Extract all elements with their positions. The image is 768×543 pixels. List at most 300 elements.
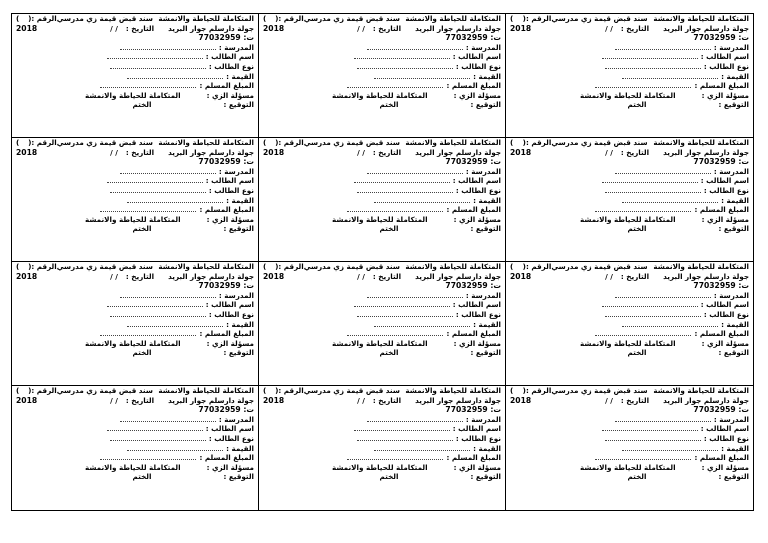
- school-field: [12, 291, 258, 301]
- amount-field: [506, 81, 753, 91]
- signature-label: التوقيع :: [470, 348, 501, 358]
- branch-date-line: [506, 148, 753, 158]
- branch-address: جولة دارسلم جوار البريد: [415, 23, 501, 33]
- amount-field: [506, 453, 753, 463]
- student-field: [12, 176, 258, 186]
- phone-number: ت: 77032959: [445, 33, 501, 43]
- phone-line: [506, 405, 753, 415]
- signature-line: [12, 348, 258, 358]
- student-blank: [602, 300, 698, 307]
- type-label: نوع الطالب :: [455, 433, 501, 443]
- signature-line: [506, 224, 753, 234]
- signature-label: التوقيع :: [718, 472, 749, 482]
- school-blank: [120, 43, 216, 50]
- responsible-line: [259, 339, 505, 349]
- value-field: [506, 320, 753, 330]
- branch-date-line: [12, 396, 258, 406]
- receipt-number-close: ): [263, 138, 267, 147]
- school-label: المدرسة :: [713, 42, 749, 52]
- date-label: التاريخ :: [125, 147, 155, 157]
- responsible-label: مسؤلة الزي :: [206, 338, 254, 348]
- value-label: القيمة :: [473, 443, 501, 453]
- date-year: 2018: [16, 147, 38, 157]
- amount-label: المبلغ المسلم :: [694, 453, 749, 463]
- type-label: نوع الطالب :: [703, 309, 749, 319]
- phone-line: [506, 33, 753, 43]
- responsible-org: المتكاملة للحياطة والانمشة: [331, 90, 428, 100]
- type-label: نوع الطالب :: [455, 61, 501, 71]
- value-blank: [127, 72, 223, 79]
- branch-address: جولة دارسلم جوار البريد: [663, 23, 749, 33]
- type-field: [506, 434, 753, 444]
- date-year: 2018: [16, 23, 38, 33]
- type-blank: [605, 310, 701, 317]
- school-blank: [615, 415, 711, 422]
- student-field: [259, 300, 505, 310]
- value-blank: [622, 72, 718, 79]
- amount-label: المبلغ المسلم :: [199, 453, 254, 463]
- date-blank: / /: [605, 147, 613, 157]
- responsible-line: [259, 91, 505, 101]
- stamp-label: الختم: [379, 224, 399, 234]
- responsible-label: مسؤلة الزي :: [453, 214, 501, 224]
- student-label: اسم الطالب :: [205, 176, 254, 186]
- value-blank: [127, 444, 223, 451]
- value-blank: [622, 320, 718, 327]
- receipt-number-close: ): [510, 14, 514, 23]
- receipt-card: [506, 262, 753, 386]
- phone-number: ت: 77032959: [198, 405, 254, 415]
- receipt-card: [506, 14, 753, 138]
- value-label: القيمة :: [721, 443, 749, 453]
- branch-date-line: [506, 272, 753, 282]
- value-field: [506, 72, 753, 82]
- signature-line: [259, 224, 505, 234]
- date-label: التاريخ :: [620, 23, 650, 33]
- responsible-label: مسؤلة الزي :: [453, 338, 501, 348]
- amount-blank: [100, 205, 196, 212]
- type-field: [506, 310, 753, 320]
- amount-label: المبلغ المسلم :: [694, 205, 749, 215]
- date-label: التاريخ :: [125, 271, 155, 281]
- type-blank: [605, 62, 701, 69]
- header-line: [506, 14, 753, 24]
- date-year: 2018: [510, 395, 532, 405]
- date-blank: / /: [605, 23, 613, 33]
- student-blank: [354, 424, 450, 431]
- stamp-label: الختم: [132, 100, 152, 110]
- amount-label: المبلغ المسلم :: [199, 205, 254, 215]
- amount-field: [12, 329, 258, 339]
- header-line: [259, 262, 505, 272]
- school-field: [12, 43, 258, 53]
- stamp-label: الختم: [627, 348, 647, 358]
- stamp-label: الختم: [132, 348, 152, 358]
- student-label: اسم الطالب :: [700, 176, 749, 186]
- responsible-label: مسؤلة الزي :: [701, 338, 749, 348]
- student-label: اسم الطالب :: [452, 176, 501, 186]
- signature-line: [12, 224, 258, 234]
- responsible-line: [259, 215, 505, 225]
- header-line: [506, 262, 753, 272]
- amount-label: المبلغ المسلم :: [199, 81, 254, 91]
- type-blank: [357, 434, 453, 441]
- school-label: المدرسة :: [465, 166, 501, 176]
- value-field: [506, 444, 753, 454]
- stamp-label: الختم: [627, 472, 647, 482]
- org-name: المتكاملة للحياطة والانمشة: [405, 386, 501, 395]
- type-blank: [605, 186, 701, 193]
- amount-field: [12, 205, 258, 215]
- school-field: [259, 415, 505, 425]
- signature-line: [506, 348, 753, 358]
- phone-number: ت: 77032959: [445, 157, 501, 167]
- school-label: المدرسة :: [218, 414, 254, 424]
- org-name: المتكاملة للحياطة والانمشة: [405, 138, 501, 147]
- type-blank: [110, 186, 206, 193]
- receipt-number-label: الرقم :(: [275, 138, 304, 147]
- school-blank: [615, 167, 711, 174]
- value-field: [12, 444, 258, 454]
- phone-line: [259, 405, 505, 415]
- phone-line: [12, 157, 258, 167]
- student-field: [259, 424, 505, 434]
- signature-label: التوقيع :: [470, 100, 501, 110]
- signature-label: التوقيع :: [223, 348, 254, 358]
- student-label: اسم الطالب :: [205, 424, 254, 434]
- document-title: سند قبض قيمة زي مدرسي: [56, 262, 153, 271]
- amount-label: المبلغ المسلم :: [694, 81, 749, 91]
- phone-line: [259, 281, 505, 291]
- school-field: [506, 43, 753, 53]
- org-name: المتكاملة للحياطة والانمشة: [158, 138, 254, 147]
- school-label: المدرسة :: [713, 414, 749, 424]
- responsible-label: مسؤلة الزي :: [701, 90, 749, 100]
- value-field: [259, 320, 505, 330]
- school-blank: [120, 167, 216, 174]
- value-blank: [374, 72, 470, 79]
- amount-blank: [100, 453, 196, 460]
- date-label: التاريخ :: [372, 147, 402, 157]
- receipt-card: [12, 138, 259, 262]
- student-label: اسم الطالب :: [700, 424, 749, 434]
- student-field: [259, 52, 505, 62]
- date-label: التاريخ :: [620, 271, 650, 281]
- type-label: نوع الطالب :: [703, 185, 749, 195]
- type-label: نوع الطالب :: [208, 433, 254, 443]
- stamp-label: الختم: [379, 348, 399, 358]
- school-field: [259, 167, 505, 177]
- phone-line: [12, 33, 258, 43]
- amount-label: المبلغ المسلم :: [446, 81, 501, 91]
- school-label: المدرسة :: [218, 290, 254, 300]
- responsible-label: مسؤلة الزي :: [206, 462, 254, 472]
- student-blank: [354, 300, 450, 307]
- phone-line: [12, 281, 258, 291]
- type-label: نوع الطالب :: [208, 185, 254, 195]
- receipt-card: [506, 386, 753, 510]
- value-field: [259, 196, 505, 206]
- student-blank: [602, 424, 698, 431]
- date-blank: / /: [605, 395, 613, 405]
- responsible-line: [506, 463, 753, 473]
- type-label: نوع الطالب :: [455, 309, 501, 319]
- value-label: القيمة :: [226, 443, 254, 453]
- branch-address: جولة دارسلم جوار البريد: [168, 395, 254, 405]
- school-blank: [615, 291, 711, 298]
- signature-line: [506, 472, 753, 482]
- receipt-number-close: ): [16, 262, 20, 271]
- amount-blank: [347, 453, 443, 460]
- date-label: التاريخ :: [372, 395, 402, 405]
- document-title: سند قبض قيمة زي مدرسي: [303, 14, 400, 23]
- responsible-label: مسؤلة الزي :: [206, 90, 254, 100]
- date-blank: / /: [110, 395, 118, 405]
- amount-field: [259, 81, 505, 91]
- amount-label: المبلغ المسلم :: [446, 205, 501, 215]
- org-name: المتكاملة للحياطة والانمشة: [158, 386, 254, 395]
- phone-number: ت: 77032959: [445, 405, 501, 415]
- signature-line: [259, 348, 505, 358]
- signature-label: التوقيع :: [223, 100, 254, 110]
- amount-blank: [595, 205, 691, 212]
- value-label: القيمة :: [721, 319, 749, 329]
- amount-label: المبلغ المسلم :: [694, 329, 749, 339]
- school-blank: [615, 43, 711, 50]
- amount-blank: [100, 329, 196, 336]
- phone-line: [506, 157, 753, 167]
- responsible-org: المتكاملة للحياطة والانمشة: [331, 214, 428, 224]
- signature-line: [12, 472, 258, 482]
- value-field: [259, 444, 505, 454]
- branch-address: جولة دارسلم جوار البريد: [168, 23, 254, 33]
- date-blank: / /: [357, 23, 365, 33]
- responsible-line: [259, 463, 505, 473]
- date-blank: / /: [605, 271, 613, 281]
- responsible-label: مسؤلة الزي :: [206, 214, 254, 224]
- signature-label: التوقيع :: [470, 472, 501, 482]
- responsible-line: [12, 463, 258, 473]
- student-label: اسم الطالب :: [205, 52, 254, 62]
- school-blank: [367, 415, 463, 422]
- receipt-number-label: الرقم :(: [522, 386, 552, 395]
- type-field: [12, 62, 258, 72]
- receipt-number-close: ): [263, 262, 267, 271]
- school-label: المدرسة :: [465, 290, 501, 300]
- receipt-number-close: ): [263, 14, 267, 23]
- receipt-card: [12, 262, 259, 386]
- org-name: المتكاملة للحياطة والانمشة: [158, 262, 254, 271]
- responsible-label: مسؤلة الزي :: [701, 214, 749, 224]
- signature-line: [259, 100, 505, 110]
- receipt-number-label: الرقم :(: [28, 138, 57, 147]
- school-field: [506, 415, 753, 425]
- date-year: 2018: [263, 395, 285, 405]
- student-blank: [107, 176, 203, 183]
- student-field: [506, 424, 753, 434]
- responsible-label: مسؤلة الزي :: [453, 90, 501, 100]
- student-label: اسم الطالب :: [205, 300, 254, 310]
- receipt-number-close: ): [16, 138, 20, 147]
- student-label: اسم الطالب :: [700, 52, 749, 62]
- student-blank: [107, 424, 203, 431]
- date-label: التاريخ :: [372, 271, 402, 281]
- responsible-org: المتكاملة للحياطة والانمشة: [579, 90, 676, 100]
- value-blank: [622, 196, 718, 203]
- receipt-card: [259, 262, 506, 386]
- student-field: [506, 300, 753, 310]
- signature-label: التوقيع :: [470, 224, 501, 234]
- value-field: [12, 320, 258, 330]
- phone-number: ت: 77032959: [693, 33, 749, 43]
- amount-field: [259, 329, 505, 339]
- receipt-card: [259, 14, 506, 138]
- type-label: نوع الطالب :: [703, 433, 749, 443]
- amount-blank: [100, 81, 196, 88]
- responsible-label: مسؤلة الزي :: [701, 462, 749, 472]
- value-blank: [374, 444, 470, 451]
- school-label: المدرسة :: [218, 42, 254, 52]
- student-label: اسم الطالب :: [700, 300, 749, 310]
- value-label: القيمة :: [721, 195, 749, 205]
- amount-blank: [595, 453, 691, 460]
- value-label: القيمة :: [226, 319, 254, 329]
- amount-label: المبلغ المسلم :: [446, 453, 501, 463]
- value-blank: [127, 320, 223, 327]
- document-title: سند قبض قيمة زي مدرسي: [56, 138, 153, 147]
- amount-field: [506, 205, 753, 215]
- signature-label: التوقيع :: [223, 224, 254, 234]
- value-label: القيمة :: [473, 195, 501, 205]
- amount-label: المبلغ المسلم :: [446, 329, 501, 339]
- header-line: [12, 14, 258, 24]
- school-label: المدرسة :: [465, 42, 501, 52]
- branch-date-line: [12, 272, 258, 282]
- phone-number: ت: 77032959: [198, 33, 254, 43]
- value-label: القيمة :: [721, 71, 749, 81]
- student-blank: [602, 176, 698, 183]
- document-title: سند قبض قيمة زي مدرسي: [303, 386, 400, 395]
- receipt-card: [12, 14, 259, 138]
- student-blank: [107, 52, 203, 59]
- branch-date-line: [259, 272, 505, 282]
- student-field: [506, 176, 753, 186]
- amount-field: [12, 453, 258, 463]
- type-field: [506, 62, 753, 72]
- date-label: التاريخ :: [620, 147, 650, 157]
- type-field: [12, 434, 258, 444]
- type-field: [506, 186, 753, 196]
- branch-date-line: [506, 24, 753, 34]
- student-blank: [354, 176, 450, 183]
- signature-label: التوقيع :: [718, 348, 749, 358]
- receipt-number-label: الرقم :(: [28, 386, 57, 395]
- date-blank: / /: [357, 271, 365, 281]
- header-line: [506, 138, 753, 148]
- receipt-card: [259, 386, 506, 510]
- student-blank: [107, 300, 203, 307]
- value-field: [506, 196, 753, 206]
- receipt-number-label: الرقم :(: [522, 262, 552, 271]
- date-blank: / /: [357, 395, 365, 405]
- receipt-number-close: ): [16, 14, 20, 23]
- school-field: [12, 167, 258, 177]
- amount-field: [506, 329, 753, 339]
- student-field: [12, 300, 258, 310]
- type-blank: [605, 434, 701, 441]
- phone-number: ت: 77032959: [198, 281, 254, 291]
- header-line: [12, 138, 258, 148]
- amount-blank: [347, 205, 443, 212]
- school-field: [12, 415, 258, 425]
- student-label: اسم الطالب :: [452, 424, 501, 434]
- receipt-number-close: ): [16, 386, 20, 395]
- student-field: [12, 52, 258, 62]
- phone-number: ت: 77032959: [693, 157, 749, 167]
- receipt-sheet: [11, 13, 754, 511]
- receipt-number-label: الرقم :(: [28, 14, 57, 23]
- date-blank: / /: [110, 23, 118, 33]
- header-line: [12, 262, 258, 272]
- receipt-number-close: ): [510, 138, 514, 147]
- school-field: [259, 291, 505, 301]
- date-label: التاريخ :: [125, 395, 155, 405]
- type-label: نوع الطالب :: [703, 61, 749, 71]
- receipt-number-label: الرقم :(: [275, 14, 304, 23]
- date-year: 2018: [510, 23, 532, 33]
- responsible-line: [506, 339, 753, 349]
- document-title: سند قبض قيمة زي مدرسي: [551, 138, 648, 147]
- receipt-number-label: الرقم :(: [275, 262, 304, 271]
- phone-line: [259, 33, 505, 43]
- school-label: المدرسة :: [465, 414, 501, 424]
- document-title: سند قبض قيمة زي مدرسي: [56, 14, 153, 23]
- date-year: 2018: [263, 23, 285, 33]
- student-label: اسم الطالب :: [452, 52, 501, 62]
- header-line: [259, 138, 505, 148]
- document-title: سند قبض قيمة زي مدرسي: [551, 386, 648, 395]
- org-name: المتكاملة للحياطة والانمشة: [653, 386, 749, 395]
- type-field: [259, 310, 505, 320]
- receipt-card: [12, 386, 259, 510]
- school-blank: [120, 291, 216, 298]
- org-name: المتكاملة للحياطة والانمشة: [653, 262, 749, 271]
- school-blank: [367, 291, 463, 298]
- branch-address: جولة دارسلم جوار البريد: [663, 271, 749, 281]
- receipt-number-close: ): [263, 386, 267, 395]
- date-year: 2018: [510, 147, 532, 157]
- date-blank: / /: [110, 147, 118, 157]
- value-blank: [127, 196, 223, 203]
- header-line: [259, 386, 505, 396]
- responsible-org: المتكاملة للحياطة والانمشة: [331, 462, 428, 472]
- type-field: [12, 310, 258, 320]
- branch-date-line: [12, 148, 258, 158]
- branch-date-line: [259, 396, 505, 406]
- branch-date-line: [12, 24, 258, 34]
- signature-line: [506, 100, 753, 110]
- receipt-number-label: الرقم :(: [522, 14, 552, 23]
- branch-address: جولة دارسلم جوار البريد: [663, 147, 749, 157]
- amount-field: [12, 81, 258, 91]
- responsible-line: [506, 91, 753, 101]
- type-blank: [110, 434, 206, 441]
- date-year: 2018: [16, 271, 38, 281]
- signature-label: التوقيع :: [718, 100, 749, 110]
- phone-number: ت: 77032959: [198, 157, 254, 167]
- branch-address: جولة دارسلم جوار البريد: [415, 147, 501, 157]
- document-title: سند قبض قيمة زي مدرسي: [303, 138, 400, 147]
